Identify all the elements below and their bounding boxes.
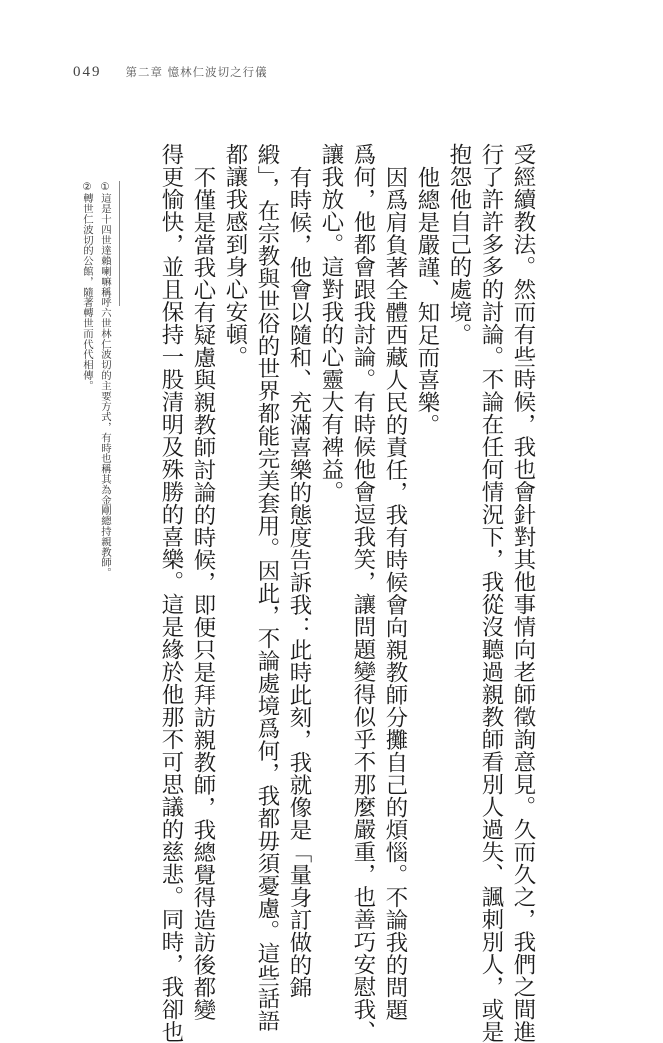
text-column: 不僅是當我心有疑慮與親教師討論的時候，即便只是拜訪親教師，我總覺得造訪後都變 — [190, 166, 216, 1021]
page-number: 049 — [73, 63, 102, 80]
text-column: 得更愉快，並且保持一股清明及殊勝的喜樂。這是緣於他那不可思議的慈悲。同時，我卻也 — [158, 143, 184, 1043]
text-column: 行了許許多多的討論。不論在任何情況下，我從沒聽過親教師看別人過失、諷刺別人，或是 — [478, 143, 504, 1043]
page-header — [73, 62, 268, 82]
text-column: 抱怨他自己的處境。 — [446, 143, 472, 346]
text-column: 讓我放心。這對我的心靈大有裨益。 — [318, 143, 344, 503]
footnotes — [79, 181, 112, 578]
text-column: 因爲肩負著全體西藏人民的責任，我有時候會向親教師分攤自己的煩惱。不論我的問題 — [382, 166, 408, 1021]
text-column: 都讓我感到身心安頓。 — [222, 143, 248, 368]
text-column: 有時候，他會以隨和、充滿喜樂的態度告訴我：此時此刻，我就像是「量身訂做的錦 — [286, 166, 312, 999]
text-column: 緞」，在宗教與世俗的世界都能完美套用。因此，不論處境爲何，我都毋須憂慮。這些話語 — [254, 143, 280, 1032]
footnote: ②轉世仁波切的公館，隨著轉世而代代相傳。 — [81, 181, 93, 391]
text-column: 受經續教法。然而有些時候，我也會針對其他事情向老師徵詢意見。久而久之，我們之間進 — [510, 143, 536, 1043]
footnote-divider — [119, 181, 120, 306]
text-column: 他總是嚴謹、知足而喜樂。 — [414, 166, 440, 436]
body-text — [155, 143, 539, 1043]
chapter-title: 第二章 憶林仁波切之行儀 — [125, 65, 268, 79]
footnote: ①這是十四世達賴喇嘛稱呼六世林仁波切的主要方式，有時也稱其為金剛總持親教師。 — [99, 181, 111, 578]
text-column: 爲何，他都會跟我討論。有時候他會逗我笑，讓問題變得似乎不那麼嚴重，也善巧安慰我、 — [350, 143, 376, 1043]
